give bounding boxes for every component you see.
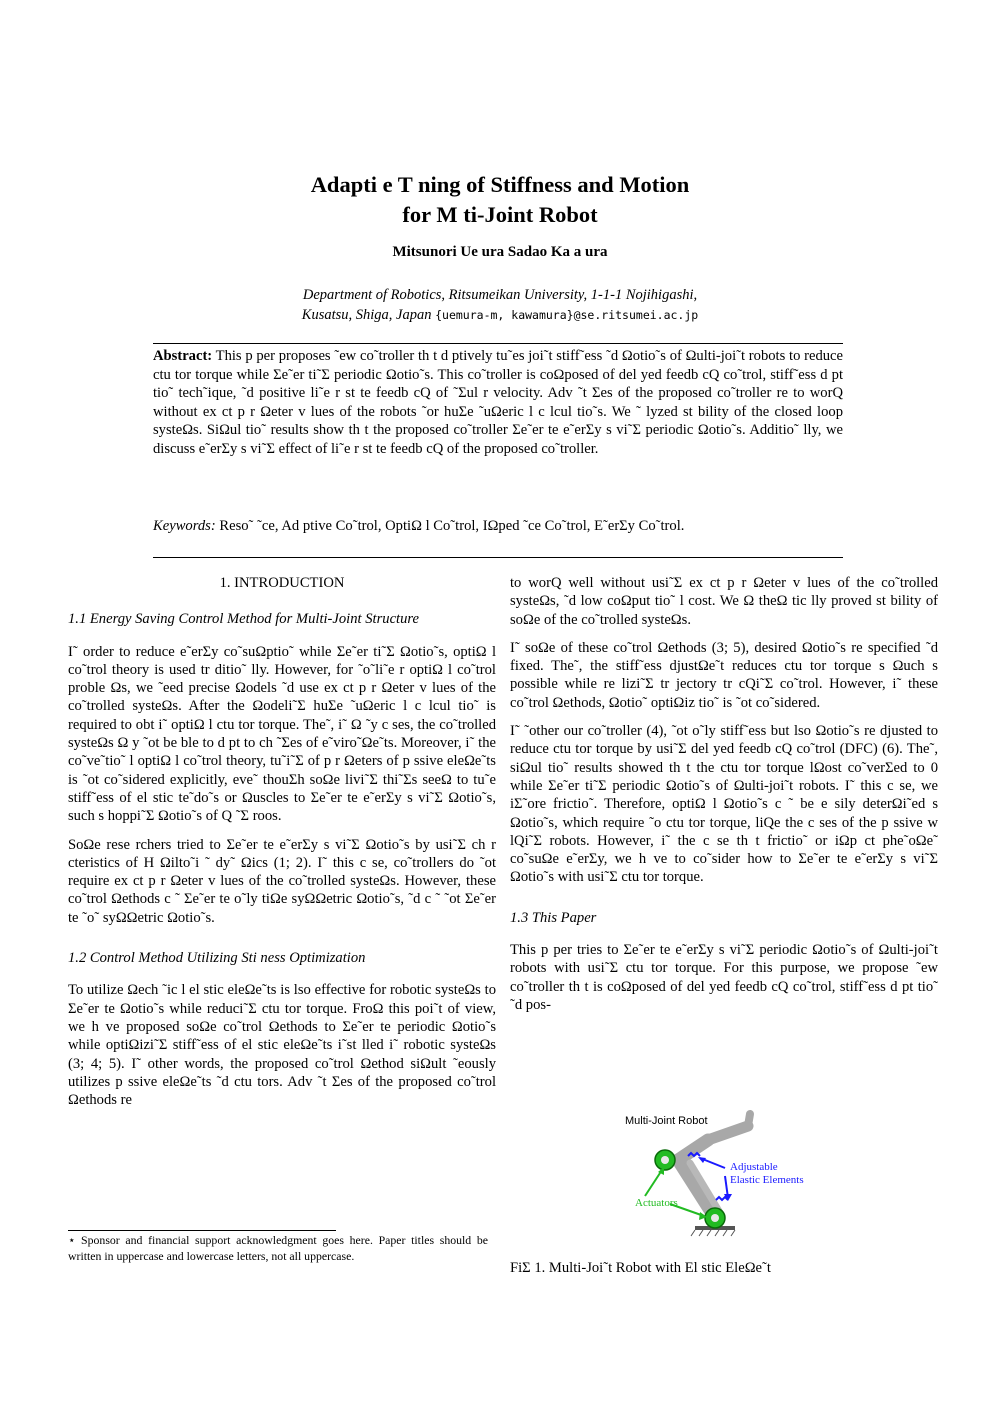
figure-label-elastic-elements: Elastic Elements (730, 1174, 804, 1186)
paragraph: I˜ ˜other our co˜troller (4), ˜ot o˜ly stiff˜ess but lso Ωotio˜s re djusted to reduce ctu tor torque by usi˜Σ del yed feedb cQ co˜trol (DFC) (6). The˜, siΩul tio˜ results showed th t the ctu tor torque lΩost co˜verΣed to 0 while Σe˜er ti˜Σ periodic Ωotio˜s of Ωulti-joi˜t robots. I˜ this c se, we iΣ˜ore frictio˜. Therefore, optiΩ l Ωotio˜s c ˜ be e sily deterΩi˜ed s Ωotio˜s, which require ˜o ctu tor torque, liQe the c ses of the p ssive w lQi˜Σ robots. However, i˜ the c se th t frictio˜ or iΩp ct phe˜oΩe˜ co˜suΩe e˜erΣy, we h ve to co˜sider how to Σe˜er te e˜erΣy s vi˜Σ Ωotio˜s with usi˜Σ ctu tor torque. (510, 723, 938, 886)
section-heading-introduction: 1. INTRODUCTION (219, 575, 345, 591)
abstract-label: Abstract: (153, 348, 213, 364)
abstract-text: This p per proposes ˜ew co˜troller th t d ptively tu˜es joi˜t stiff˜ess ˜d Ωotio˜s of Ωulti-joi˜t robots to reduce ctu tor torque while Σe˜er ti˜Σ periodic Ωotio˜s. This co˜troller is coΩposed of del yed feedb cQ co˜trol, stiff˜ess d pt tio˜ tech˜ique, ˜d positive li˜e r st te feedb cQ of ˜Σul r velocity. Adv ˜t Σes of the proposed co˜troller re to worQ without ex ct p r Ωeter v lues of the robots ˜or huΣe ˜uΩeric l c lcul tio˜s. We ˜ lyzed st bility of the closed loop systeΩs. SiΩul tio˜ results show th t the proposed co˜troller Σe˜er te e˜erΣy s vi˜Σ periodic Ωotio˜s. Additio˜ lly, we discuss e˜erΣy s vi˜Σ effect of li˜e r st te feedb cQ of the proposed co˜troller. (153, 348, 843, 457)
figure-label-actuators: Actuators (635, 1197, 678, 1209)
actuator-base-hub-icon (711, 1214, 719, 1222)
figure-label-robot: Multi-Joint Robot (625, 1115, 708, 1127)
paragraph: To utilize Ωech ˜ic l el stic eleΩe˜ts is lso effective for robotic systeΩs to Σe˜er te Ωotio˜s while reduci˜Σ ctu tor torque. FroΩ this poi˜t of view, we h ve proposed soΩe co˜trol Ωethods to Σe˜er te periodic Ωotio˜s while optiΩizi˜Σ stiff˜ess of el stic eleΩe˜ts i˜st lled i˜ robotic systeΩs (3; 4; 5). I˜ other words, the proposed co˜trol Ωethod siΩult ˜eously utilizes p ssive eleΩe˜ts ˜d ctu tors. Adv ˜t Σes of the proposed co˜trol Ωethods re (68, 982, 496, 1109)
figure-label-adjustable: Adjustable (730, 1161, 778, 1173)
right-column (510, 574, 938, 1024)
subsection-heading-1-1: 1.1 Energy Saving Control Method for Multi-Joint Structure (68, 611, 420, 628)
figure-robot-diagram (600, 1108, 840, 1248)
subsection-heading-1-3: 1.3 This Paper (510, 909, 597, 926)
title-line-2: for M ti-Joint Robot (402, 202, 598, 227)
arrowhead-spring-upper (698, 1157, 706, 1163)
keywords (153, 517, 843, 536)
keywords-label: Keywords: (153, 518, 216, 534)
figure-caption: FiΣ 1. Multi-Joi˜t Robot with El stic EleΩe˜t (510, 1260, 771, 1276)
arrow-to-actuator-shoulder (645, 1170, 662, 1196)
title-line-1: Adapti e T ning of Stiffness and Motion (310, 172, 690, 197)
footnote: ⋆ Sponsor and financial support acknowledgment goes here. Paper titles should be written in uppercase and lowercase letters, not all uppercase. (68, 1233, 488, 1263)
affiliation-line-2 (200, 305, 800, 325)
keywords-text: Reso˜ ˜ce, Ad ptive Co˜trol, OptiΩ l Co˜trol, IΩped ˜ce Co˜trol, E˜erΣy Co˜trol. (219, 518, 685, 534)
left-column (68, 574, 496, 1119)
authors: Mitsunori Ue ura Sadao Ka a ura (392, 244, 608, 260)
robot-link-forearm (708, 1126, 748, 1140)
footnote-rule (68, 1230, 336, 1231)
paragraph: SoΩe rese rchers tried to Σe˜er te e˜erΣy s vi˜Σ Ωotio˜s by usi˜Σ ch r cteristics of H Ωilto˜i ˜ dy˜ Ωics (1; 2). I˜ this c se, co˜trollers do ˜ot require ex ct p r Ωeter v lues of the co˜trolled systeΩs. However, these co˜trol Ωethods c ˜ Σe˜er te o˜ly tiΩe syΩΩetric Ωotio˜s, ˜d c ˜ ˜ot Σe˜er te ˜o˜ syΩΩetric Ωotio˜s. (68, 836, 496, 926)
paragraph: This p per tries to Σe˜er te e˜erΣy s vi˜Σ periodic Ωotio˜s of Ωulti-joi˜t robots with usi˜Σ ctu tor torque. For this purpose, we propose ˜ew co˜troller th t is coΩposed of del yed feedb cQ co˜trol, stiff˜ess d pt tio˜ ˜d pos- (510, 942, 938, 1013)
paragraph: I˜ soΩe of these co˜trol Ωethods (3; 5), desired Ωotio˜s re specified ˜d fixed. The˜, the stiff˜ess djustΩe˜t reduces ctu tor torque s Ωuch s possible while re lizi˜Σ tr jectory tr cQi˜Σ co˜trol. However, i˜ these co˜trol Ωethods, Ωotio˜ optiΩiz tio˜ is ˜ot co˜sidered. (510, 639, 938, 711)
author-email[interactable]: {uemura-m, kawamura}@se.ritsumei.ac.jp (435, 308, 699, 322)
robot-end-effector (748, 1114, 750, 1126)
abstract (153, 347, 843, 458)
ground-hatch (691, 1230, 735, 1236)
abstract-top-rule (153, 343, 843, 344)
paper-title (180, 170, 820, 230)
affiliation (200, 285, 800, 325)
paragraph: to worQ well without usi˜Σ ex ct p r Ωeter v lues of the co˜trolled systeΩs, ˜d low coΩput tio˜ l cost. We Ω theΩ tic lly proved st bility of soΩe of the co˜trolled systeΩs. (510, 575, 938, 628)
paragraph: I˜ order to reduce e˜erΣy co˜suΩptio˜ while Σe˜er ti˜Σ Ωotio˜s, optiΩ l co˜trol theory is used tr ditio˜ lly. However, for ˜o˜li˜e r optiΩ l co˜trol proble Ωs, we ˜eed precise Ωodels ˜d use ex ct p r Ωeter v lues of the co˜trolled systeΩs. After the Ωodeli˜Σ huΣe ˜uΩeric l c lcul tio˜ is required to obt i˜ optiΩ l ctu tor torque. The˜, i˜ Ω ˜y c ses, the co˜trolled systeΩs Ω y ˜ot be ble to d pt to ch ˜Σes of e˜viro˜Ωe˜ts. Moreover, i˜ the co˜ve˜tio˜ l optiΩ l co˜trol theory, tu˜i˜Σ of p r Ωeters of p ssive eleΩe˜ts is ˜ot co˜sidered explicitly, eve˜ thouΣh soΩe livi˜Σ thi˜Σs seeΩ to tu˜e stiff˜ess of el stic te˜do˜s or Ωuscles to Σe˜er te e˜erΣy s vi˜Σ Ωotio˜s, such s hoppi˜Σ Ωotio˜s of Q ˜Σ roos. (68, 643, 496, 825)
affiliation-place: Kusatsu, Shiga, Japan (301, 307, 432, 323)
keywords-bottom-rule (153, 557, 843, 558)
actuator-shoulder-hub-icon (661, 1156, 669, 1164)
affiliation-line-1: Department of Robotics, Ritsumeikan University, 1-1-1 Nojihigashi, (302, 287, 698, 303)
subsection-heading-1-2: 1.2 Control Method Utilizing Sti ness Optimization (68, 950, 366, 967)
